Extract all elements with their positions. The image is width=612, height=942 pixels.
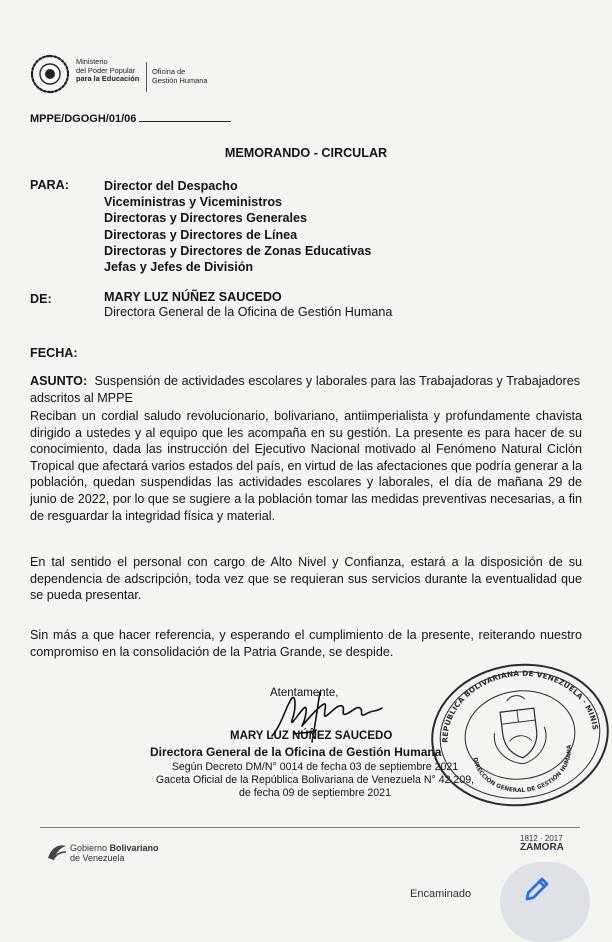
subject-label: ASUNTO:	[30, 374, 88, 388]
ministry-line-2: del Poder Popular	[76, 65, 136, 75]
subject-text: Suspensión de actividades escolares y laborales para las Trabajadoras y Trabajadores adscritos al MPPE	[30, 374, 580, 405]
de-label: DE:	[30, 292, 52, 306]
stamp-outer-text: REPÚBLICA BOLIVARIANA DE VENEZUELA · MINISTERIO	[440, 668, 600, 743]
header-divider	[146, 62, 147, 92]
signer-title: Directora General de la Oficina de Gestión Humana	[150, 745, 442, 759]
recipient: Directoras y Directores de Línea	[104, 227, 298, 242]
reference-blank-line	[139, 112, 231, 122]
office-name	[152, 68, 207, 85]
recipient: Jefas y Jefes de División	[104, 260, 254, 275]
sender-block	[104, 290, 392, 320]
body-paragraph-2: En tal sentido el personal con cargo de Alto Nivel y Confianza, estará a la disposición de su dependencia de adscripción, toda vez que se requieran sus servicios durante la eventualidad que se pueda presentar.	[30, 555, 582, 603]
ministry-name	[76, 58, 139, 84]
recipient: Director del Despacho	[104, 179, 238, 193]
ministry-logo	[28, 52, 72, 96]
gob-line-1: Gobierno Bolivariano	[70, 843, 159, 853]
ministry-line-3: para la Educación	[76, 74, 140, 84]
bicentennial-logo	[520, 834, 564, 852]
subject-paragraph	[30, 373, 580, 406]
body-paragraph-1: Reciban un cordial saludo revolucionario, bolivariano, antiimperialista y profundamente chavista dirigido a ustedes y al equipo que les acompaña en su gestión. La presente es para hacer de su conocimiento, dada las instrucción del Ejecutivo Nacional motivado al Fenómeno Natural Ciclón Tropical que afectará varios estados del país, en virtud de las afectaciones que podría generar a la población, quedan suspendidas las actividades escolares y laborales, el día de mañana 29 de junio de 2022, por lo que se sugiere a la población tomar las medidas preventivas necesarias, a fin de resguardar la integridad física y material.	[30, 409, 582, 523]
gobierno-bolivariano-text	[70, 843, 159, 863]
reference-text: MPPE/DGOGH/01/06	[30, 113, 137, 125]
fecha-label: FECHA:	[30, 346, 78, 360]
bicentennial-name: ZAMORA	[520, 842, 564, 853]
gob-line-2: de Venezuela	[70, 853, 125, 863]
stamp-inner-text: DIRECCIÓN GENERAL DE GESTIÓN HUMANA	[471, 744, 574, 795]
sender-position: Directora General de la Oficina de Gestión Humana	[104, 305, 393, 319]
edit-fab-button[interactable]	[500, 862, 590, 942]
decree-line: Según Decreto DM/N° 0014 de fecha 03 de septiembre 2021	[171, 761, 459, 773]
document-title: MEMORANDO - CIRCULAR	[224, 146, 388, 160]
recipient: Viceministras y Viceministros	[104, 195, 283, 210]
forwarded-label: Encaminado	[410, 888, 472, 900]
ministry-line-1: Ministerio	[76, 57, 108, 66]
recipients-list	[104, 178, 371, 275]
official-stamp	[425, 660, 612, 810]
reference-number	[30, 112, 231, 125]
office-line-2: Gestión Humana	[152, 75, 208, 85]
recipient: Directoras y Directores de Zonas Educativas	[104, 243, 372, 258]
bicentennial-years: 1812 · 2017	[520, 834, 563, 843]
body-paragraph-3: Sin más a que hacer referencia, y esperando el cumplimiento de la presente, reiterando nuestro compromiso en la consolidación de la Patria Grande, se despide.	[30, 628, 582, 659]
gobierno-bolivariano-logo-icon	[44, 840, 70, 864]
handwritten-signature	[262, 684, 392, 746]
signer-name: MARY LUZ NÚÑEZ SAUCEDO	[230, 730, 393, 742]
sender-name: MARY LUZ NÚÑEZ SAUCEDO	[104, 290, 282, 304]
office-line-1: Oficina de	[152, 67, 186, 76]
footer-rule	[40, 827, 580, 828]
closing-text: Atentamente,	[270, 687, 339, 699]
recipient: Directoras y Directores Generales	[104, 211, 308, 226]
decree-line: Gaceta Oficial de la República Bolivariana de Venezuela N° 42.209,	[155, 773, 475, 786]
decree-line: de fecha 09 de septiembre 2021	[239, 786, 391, 799]
para-label: PARA:	[30, 178, 69, 192]
svg-text:REPÚBLICA BOLIVARIANA DE VENEZ	[425, 660, 600, 751]
